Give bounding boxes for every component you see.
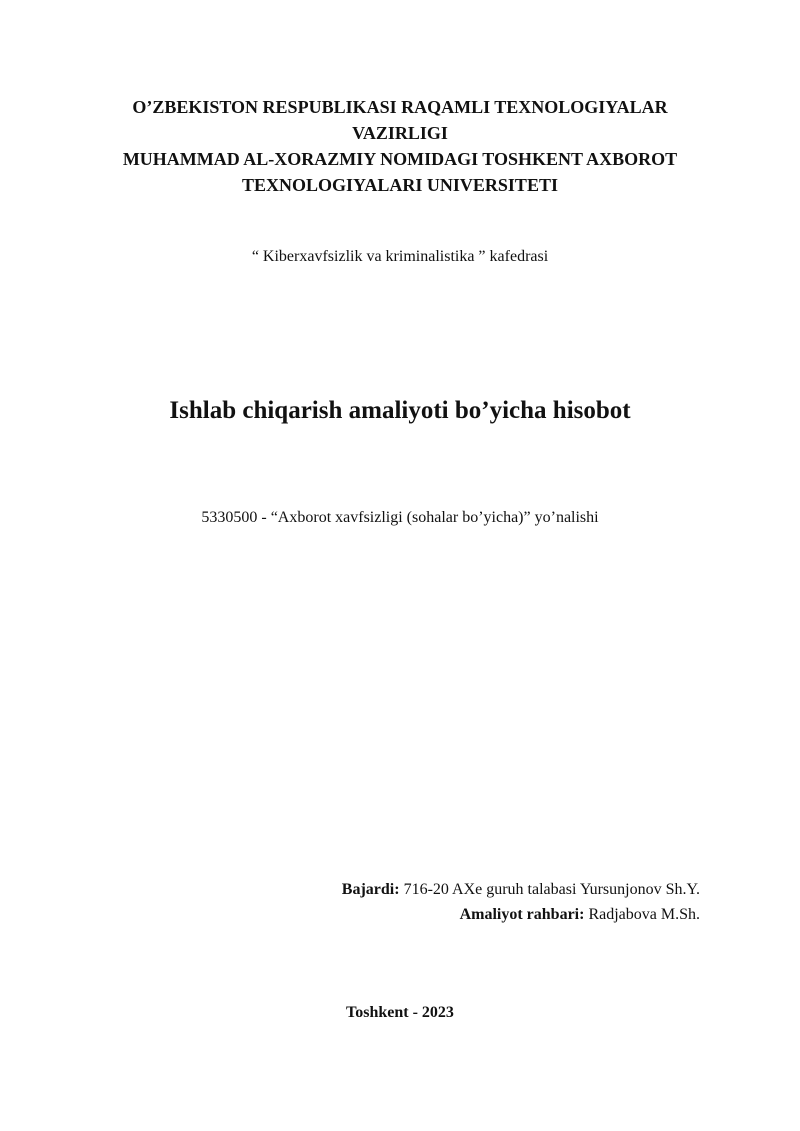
ministry-line-2: VAZIRLIGI [352,123,448,143]
supervisor-value: Radjabova M.Sh. [588,906,700,923]
supervisor-row [342,902,700,927]
university-line-2: TEXNOLOGIYALARI UNIVERSITETI [242,175,558,195]
supervisor-label: Amaliyot rahbari: [459,906,589,923]
ministry-line-1: O’ZBEKISTON RESPUBLIKASI RAQAMLI TEXNOLOGIYALAR [132,97,668,117]
document-title: Ishlab chiqarish amaliyoti bo’yicha hisobot [169,397,631,424]
performed-by-label: Bajardi: [341,881,404,898]
performed-by-value: 716-20 AXe guruh talabasi Yursunjonov Sh.Y. [403,881,700,898]
specialty-line: 5330500 - “Axborot xavfsizligi (sohalar bo’yicha)” yo’nalishi [201,509,599,526]
department-name: “ Kiberxavfsizlik va kriminalistika ” kafedrasi [251,248,549,265]
performed-by-row [342,877,700,902]
institution-header [90,94,710,198]
signature-block [342,877,700,927]
city-year: Toshkent - 2023 [346,1004,454,1021]
university-line-1: MUHAMMAD AL-XORAZMIY NOMIDAGI TOSHKENT AXBOROT [122,149,678,169]
